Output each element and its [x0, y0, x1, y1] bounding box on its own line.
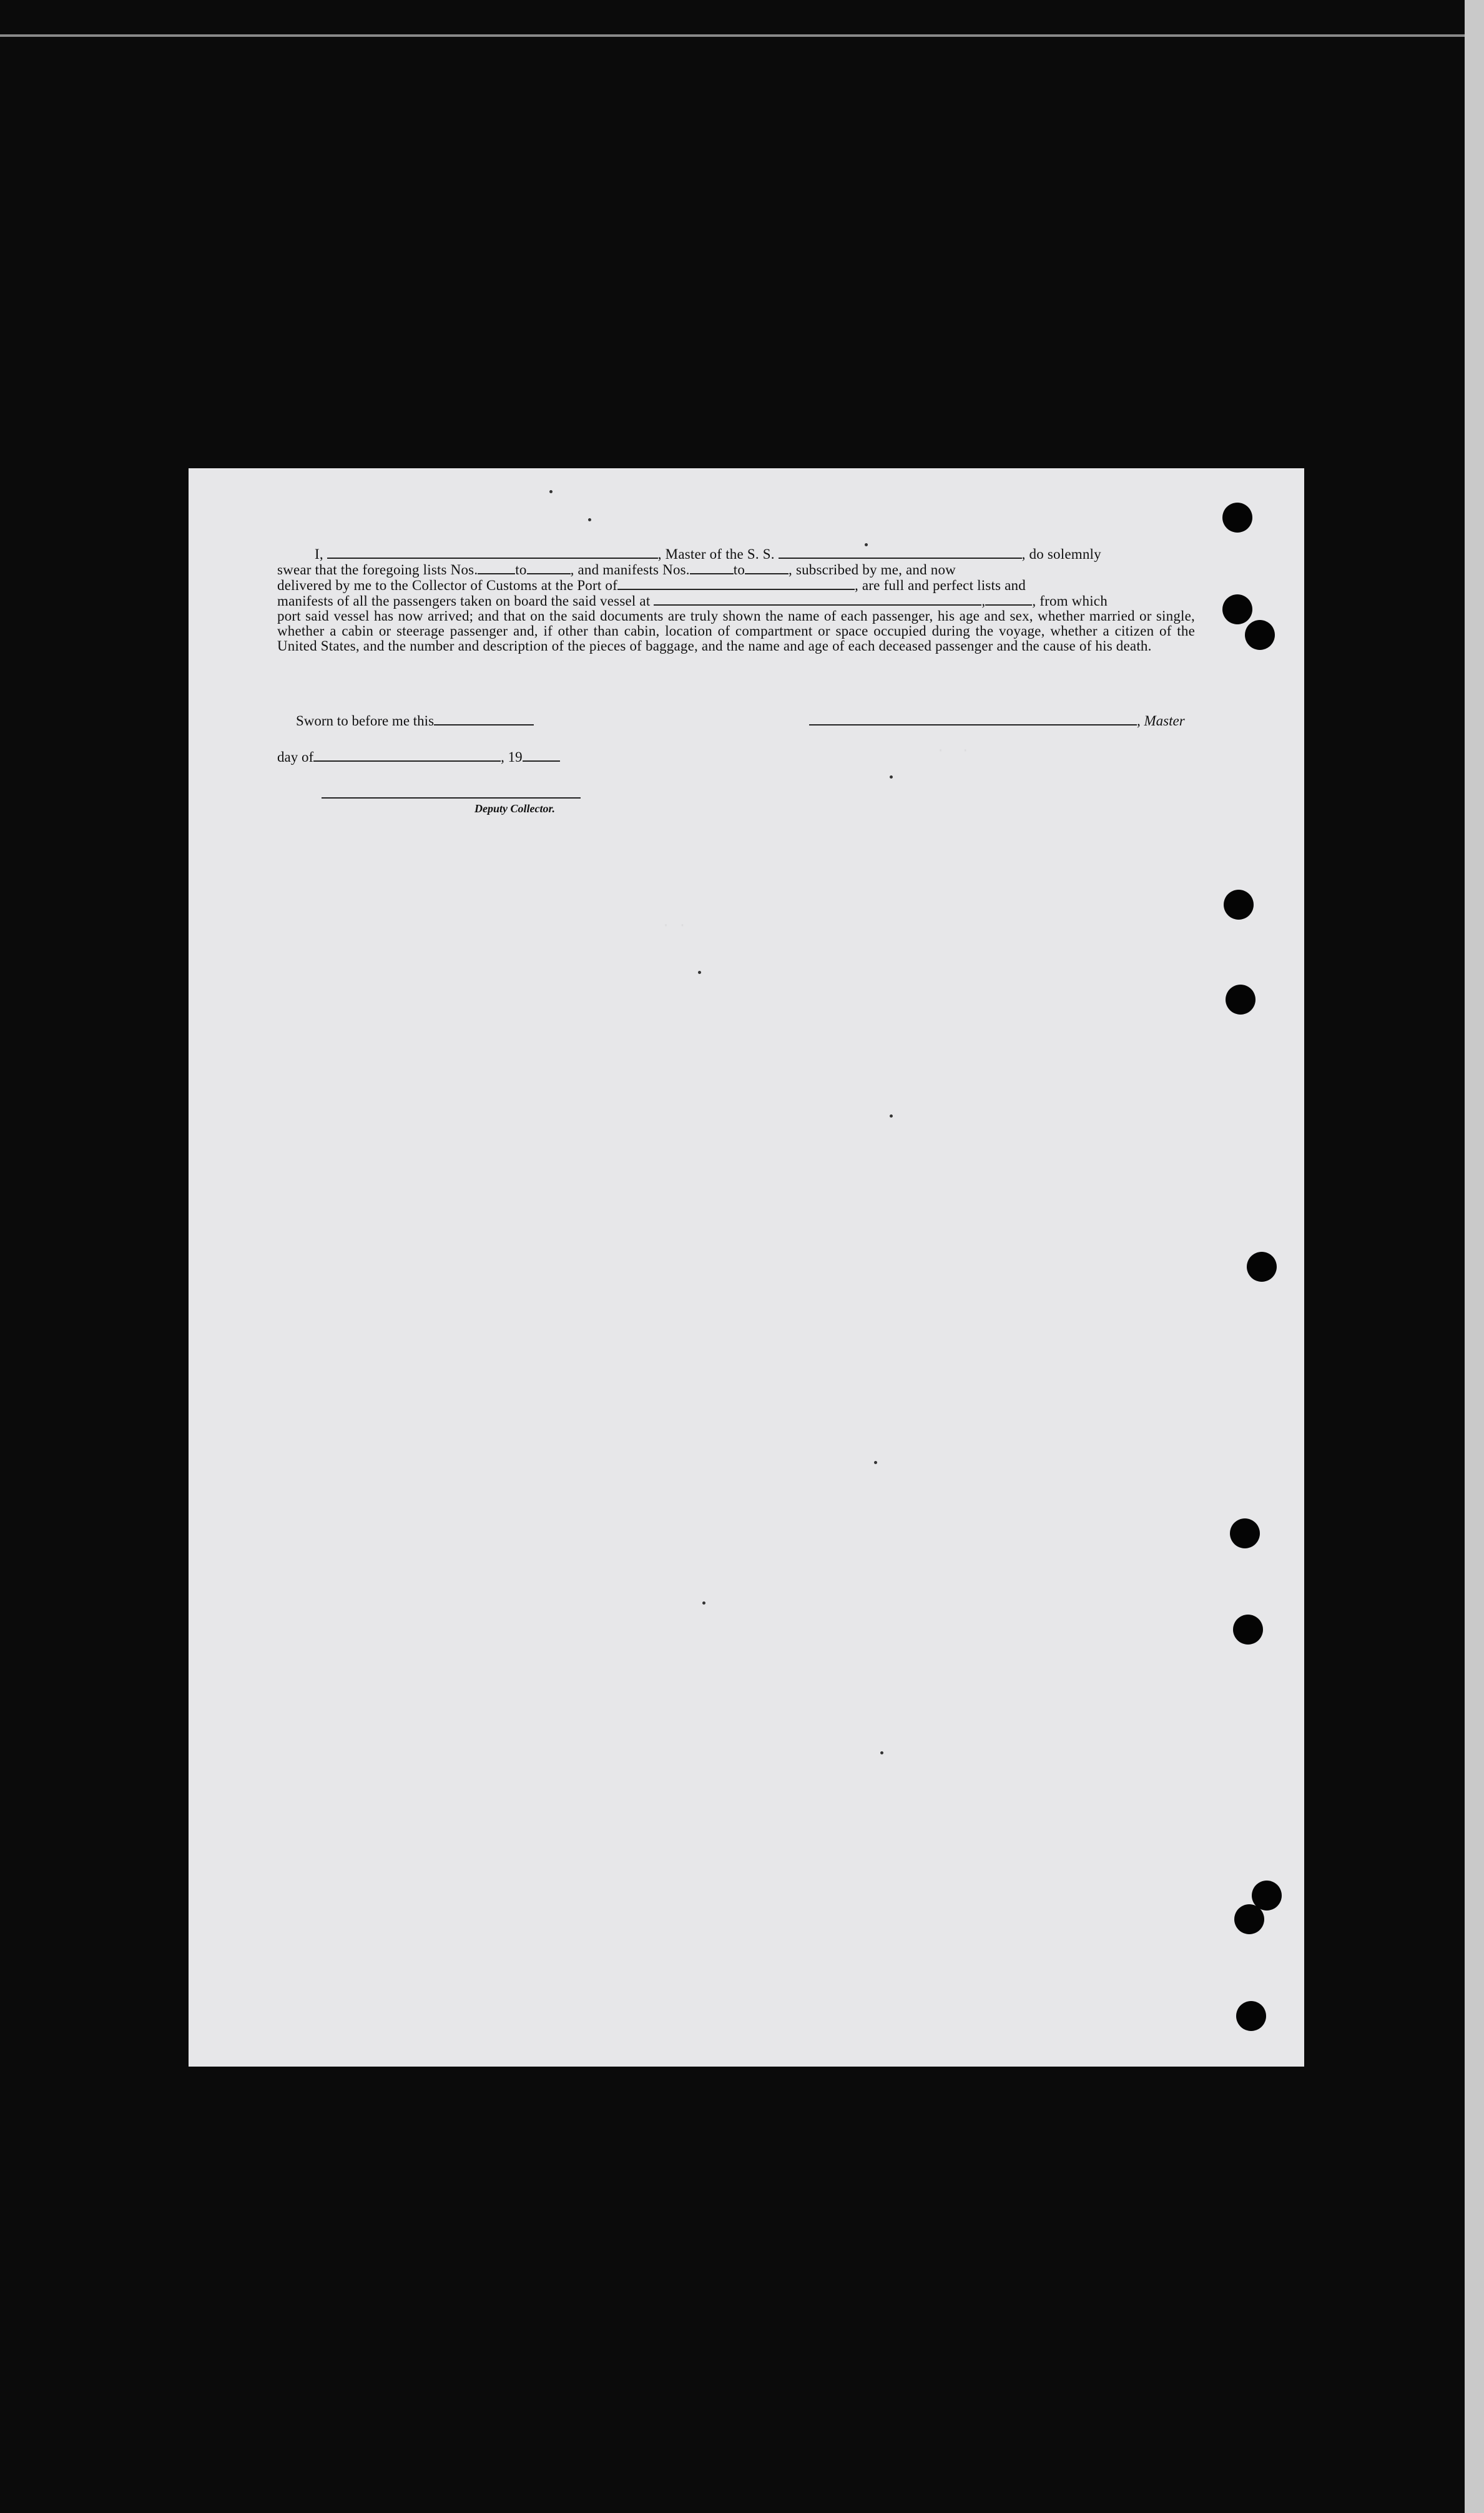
oath-text: , do solemnly [1021, 546, 1101, 562]
oath-text: I, [315, 546, 323, 562]
speck [865, 543, 868, 546]
document-sheet [189, 468, 1304, 2067]
oath-text: manifests of all the passengers taken on board the said vessel at [277, 593, 651, 609]
year-blank [523, 749, 560, 762]
speck [698, 971, 701, 974]
sworn-day-blank [434, 713, 534, 725]
sworn-text: Sworn to before me this [296, 713, 435, 729]
manifests-from-blank [690, 562, 734, 574]
speck [890, 775, 893, 779]
speck [702, 1601, 705, 1605]
oath-text: , and manifests Nos. [570, 562, 690, 578]
oath-line-2 [277, 562, 1195, 578]
master-label: Master [1144, 713, 1185, 729]
oath-text: , from which [1032, 593, 1108, 609]
punch-hole [1247, 1252, 1277, 1282]
oath-line-1 [315, 546, 1195, 562]
punch-hole [1222, 503, 1252, 533]
punch-hole [1230, 1518, 1260, 1548]
oath-text: to [515, 562, 527, 578]
oath-line-4 [277, 593, 1195, 609]
deputy-collector-signature-line [322, 797, 581, 799]
day-of-line [277, 749, 560, 765]
bleed-through-mark: · · [936, 743, 970, 759]
speck [890, 1114, 893, 1118]
oath-text: , are full and perfect lists and [854, 578, 1026, 593]
port-blank [617, 578, 855, 590]
oath-body: port said vessel has now arrived; and that on the said documents are truly shown the name of each passenger, his age and sex, whether married or single, whether a cabin or steerage passenger and, if other than cabin, location of compartment or space occupied during the voyage, whether a citizen of the United States, and the number and description of the pieces of baggage, and the name and age of each deceased passenger and the cause of his death. [277, 608, 1195, 654]
speck [880, 1751, 883, 1754]
punch-hole [1245, 620, 1275, 650]
departure-port-blank [654, 593, 981, 606]
vessel-name-blank [779, 546, 1022, 559]
speck [549, 490, 553, 493]
punch-hole [1226, 985, 1256, 1015]
master-oath-declaration [277, 546, 1195, 654]
master-prefix: , [1137, 713, 1141, 729]
lists-to-blank [527, 562, 571, 574]
year-prefix-text: , 19 [501, 749, 523, 765]
speck [874, 1461, 877, 1464]
departure-country-blank [985, 593, 1032, 606]
punch-hole [1233, 1615, 1263, 1645]
oath-text: , Master of the S. S. [657, 546, 775, 562]
punch-hole [1234, 1904, 1264, 1934]
lists-from-blank [478, 562, 515, 574]
scan-right-edge [1465, 0, 1484, 2513]
oath-text: , subscribed by me, and now [789, 562, 956, 578]
punch-hole [1224, 890, 1254, 920]
master-signature-blank [809, 713, 1137, 725]
deputy-collector-label: Deputy Collector. [474, 802, 555, 815]
oath-text: delivered by me to the Collector of Customs at the Port of [277, 578, 617, 593]
scan-top-edge [0, 34, 1484, 37]
speck [588, 518, 591, 521]
bleed-through-mark: · · [662, 918, 687, 933]
punch-hole [1222, 594, 1252, 624]
master-signature-line [809, 713, 1185, 729]
oath-text: to [733, 562, 745, 578]
punch-hole [1236, 2001, 1266, 2031]
sworn-line [296, 713, 534, 729]
day-of-text: day of [277, 749, 314, 765]
oath-text: , [981, 593, 986, 609]
month-blank [313, 749, 501, 762]
oath-text: swear that the foregoing lists Nos. [277, 562, 478, 578]
manifests-to-blank [745, 562, 789, 574]
master-name-blank [327, 546, 658, 559]
oath-line-3 [277, 578, 1195, 593]
